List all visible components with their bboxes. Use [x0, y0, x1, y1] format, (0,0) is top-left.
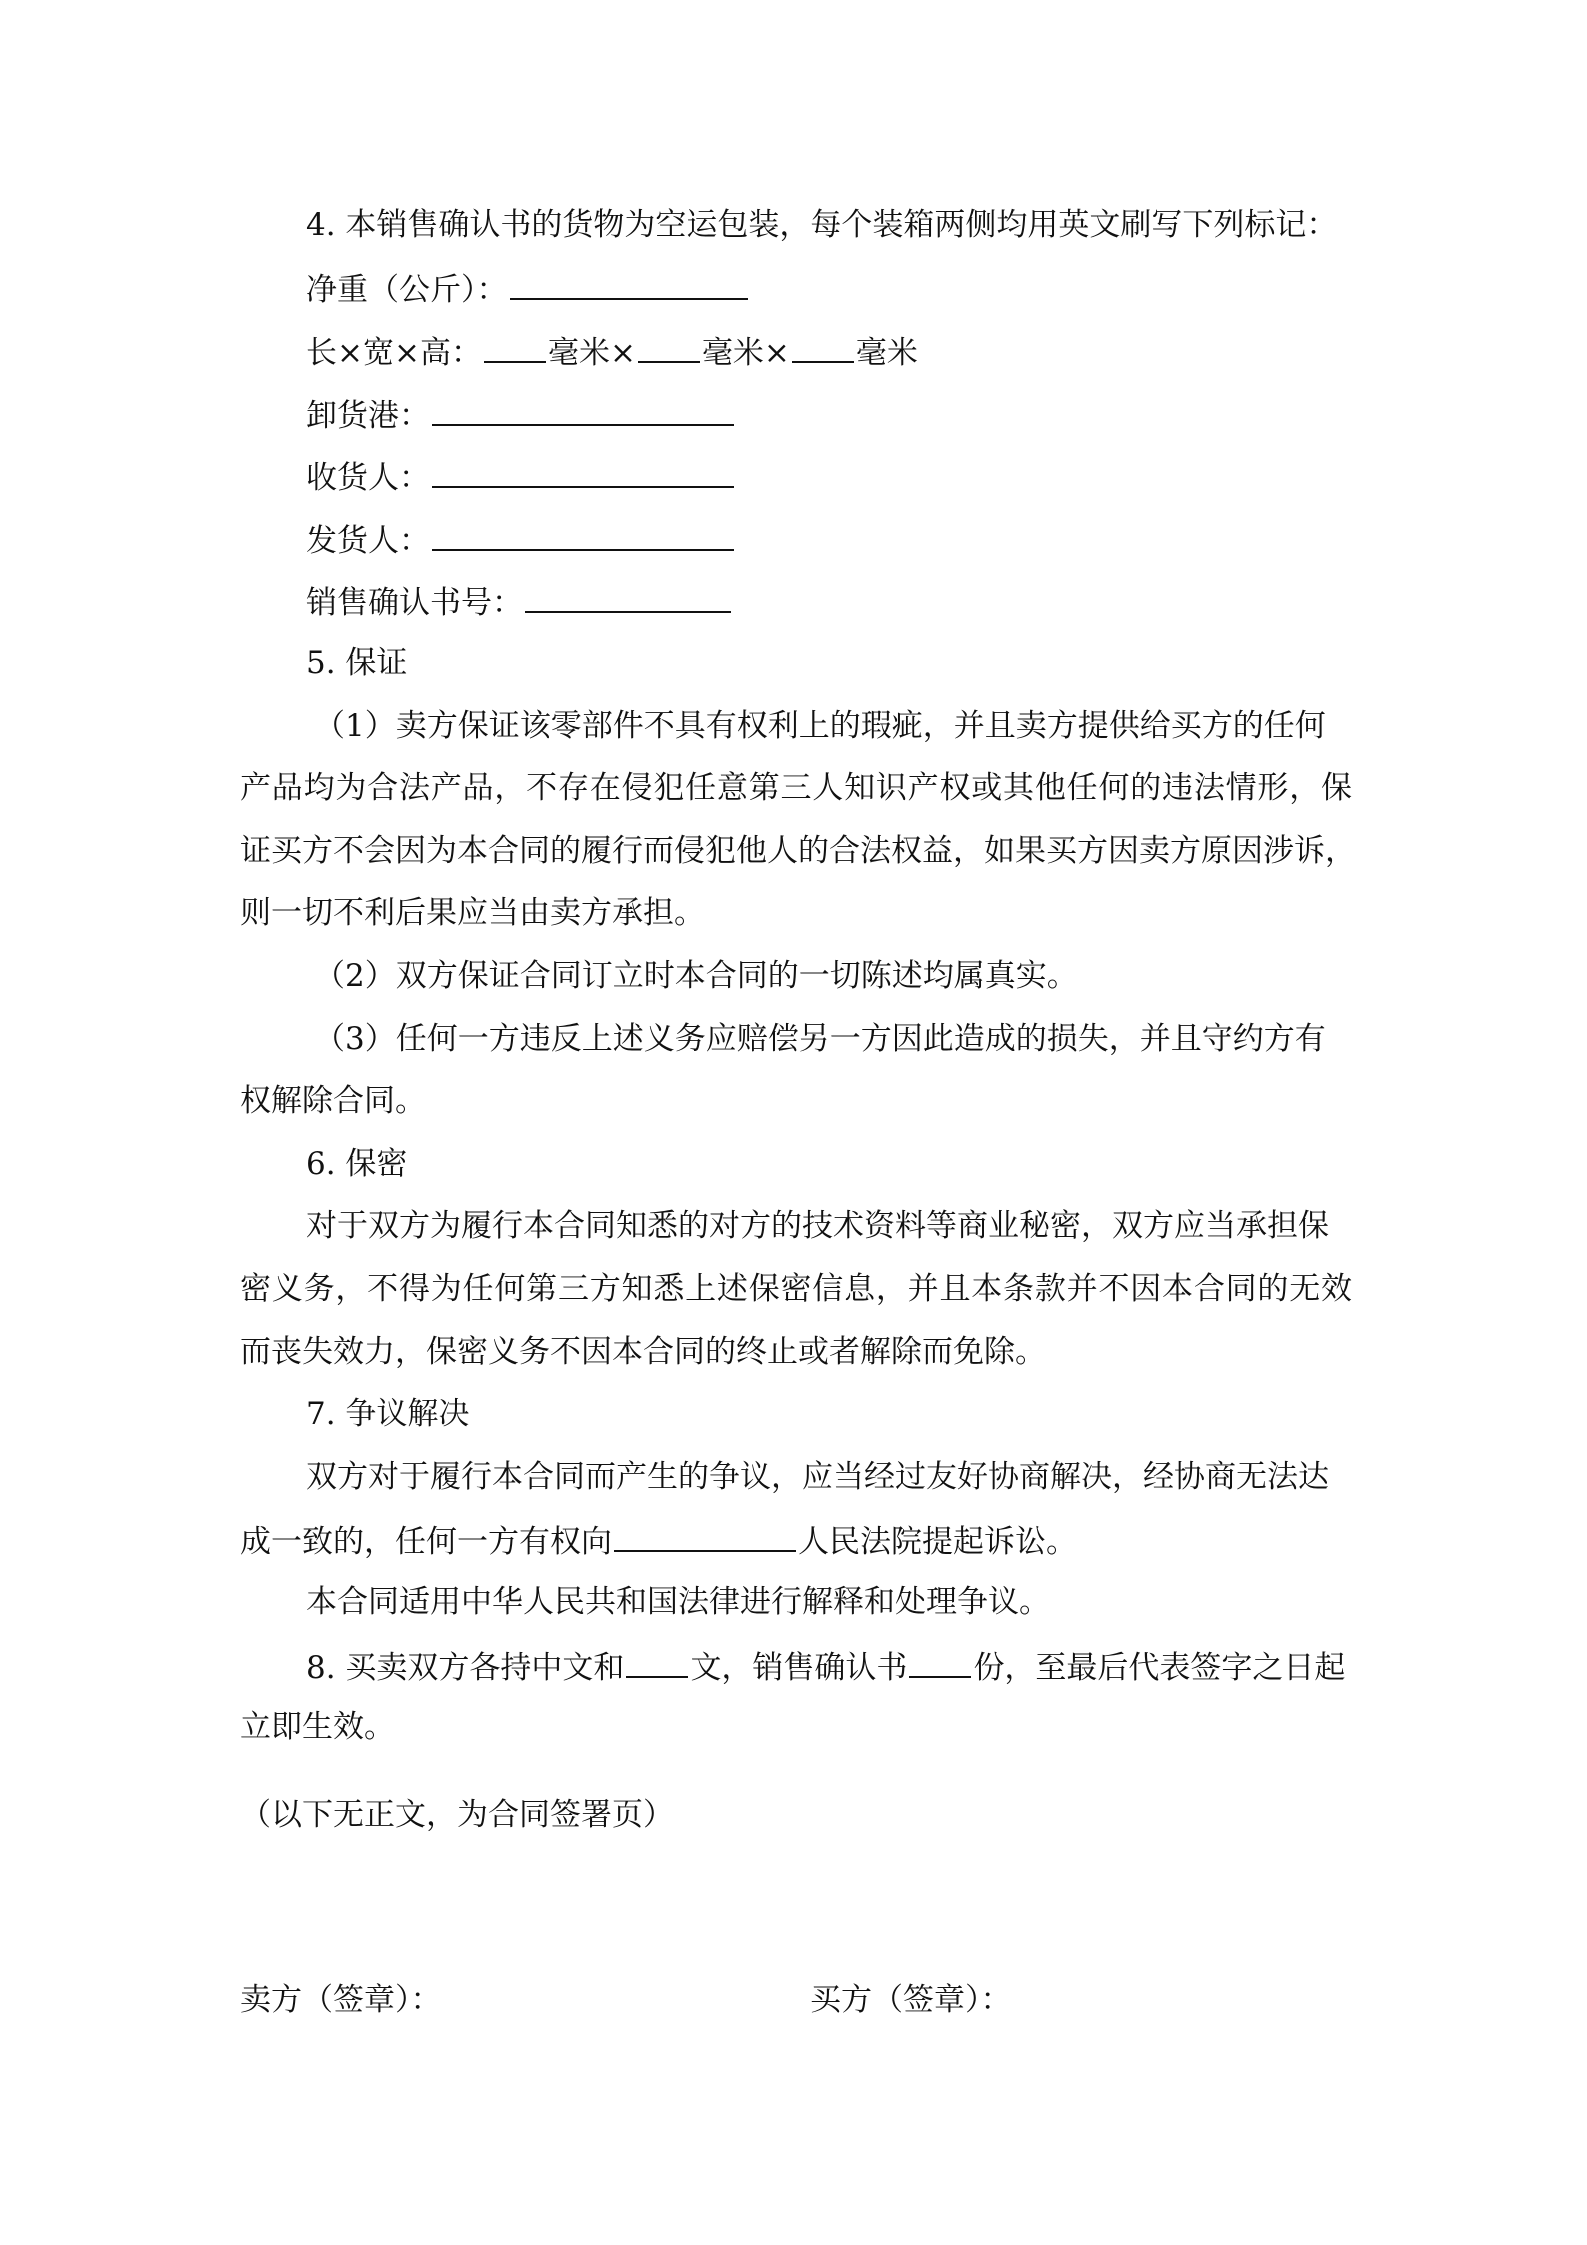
clause8-part-b: 文，销售确认书: [690, 1650, 908, 1686]
confirmation-no-blank[interactable]: [525, 585, 731, 613]
seller-signature-label: 卖方（签章）：: [240, 1982, 442, 2018]
clause5-item1-line3: 证买方不会因为本合同的履行而侵犯他人的合法权益，如果买方因卖方原因涉诉，: [240, 833, 1356, 869]
clause5-heading: 5. 保证: [306, 645, 408, 681]
clause5-item3-line1: （3）任何一方违反上述义务应赔偿另一方因此造成的损失，并且守约方有: [314, 1021, 1326, 1057]
copies-blank[interactable]: [909, 1650, 971, 1678]
net-weight-blank[interactable]: [510, 272, 748, 300]
end-note: （以下无正文，为合同签署页）: [240, 1797, 674, 1833]
clause6-line3: 而丧失效力，保密义务不因本合同的终止或者解除而免除。: [240, 1334, 1046, 1370]
port-row: [306, 398, 736, 432]
clause7-line2: [240, 1524, 1077, 1558]
shipper-blank[interactable]: [432, 523, 734, 551]
width-blank[interactable]: [638, 335, 700, 363]
clause7-line3: 本合同适用中华人民共和国法律进行解释和处理争议。: [306, 1584, 1050, 1620]
consignee-row: [306, 460, 736, 494]
port-blank[interactable]: [432, 398, 734, 426]
clause7-heading: 7. 争议解决: [306, 1396, 470, 1432]
clause4-intro: 4. 本销售确认书的货物为空运包装，每个装箱两侧均用英文刷写下列标记：: [306, 207, 1338, 243]
dimensions-unit-2: 毫米×: [701, 335, 790, 371]
dimensions-row: [306, 335, 918, 369]
consignee-label: 收货人：: [306, 460, 430, 496]
clause8-line1: [306, 1650, 1345, 1684]
clause5-item1-line2: 产品均为合法产品，不存在侵犯任意第三人知识产权或其他任何的违法情形，保: [240, 770, 1352, 806]
clause6-line2: 密义务，不得为任何第三方知悉上述保密信息，并且本条款并不因本合同的无效: [240, 1271, 1352, 1307]
clause5-item2: （2）双方保证合同订立时本合同的一切陈述均属真实。: [314, 958, 1078, 994]
language-blank[interactable]: [626, 1650, 688, 1678]
clause6-heading: 6. 保密: [306, 1146, 408, 1182]
clause8-part-c: 份，至最后代表签字之日起: [973, 1650, 1346, 1686]
clause5-item1-line1: （1）卖方保证该零部件不具有权利上的瑕疵，并且卖方提供给买方的任何: [314, 708, 1326, 744]
clause5-item1-line4: 则一切不利后果应当由卖方承担。: [240, 895, 705, 931]
dimensions-unit-1: 毫米×: [547, 335, 636, 371]
clause8-line2: 立即生效。: [240, 1709, 395, 1745]
port-label: 卸货港：: [306, 398, 430, 434]
length-blank[interactable]: [484, 335, 546, 363]
clause6-line1: 对于双方为履行本合同知悉的对方的技术资料等商业秘密，双方应当承担保: [306, 1208, 1329, 1244]
confirmation-no-row: [306, 585, 733, 619]
confirmation-no-label: 销售确认书号：: [306, 585, 523, 621]
court-blank[interactable]: [614, 1524, 796, 1552]
height-blank[interactable]: [792, 335, 854, 363]
dimensions-unit-3: 毫米: [855, 335, 918, 371]
shipper-row: [306, 523, 736, 557]
net-weight-row: [306, 272, 750, 306]
clause7-line2-before: 成一致的，任何一方有权向: [240, 1524, 612, 1560]
clause8-part-a: 8. 买卖双方各持中文和: [306, 1650, 625, 1686]
shipper-label: 发货人：: [306, 523, 430, 559]
buyer-signature-label: 买方（签章）：: [810, 1982, 1012, 2018]
net-weight-label: 净重（公斤）：: [306, 272, 508, 308]
consignee-blank[interactable]: [432, 460, 734, 488]
clause7-line2-after: 人民法院提起诉讼。: [798, 1524, 1077, 1560]
clause5-item3-line2: 权解除合同。: [240, 1083, 426, 1119]
dimensions-label: 长×宽×高：: [306, 335, 482, 371]
clause7-line1: 双方对于履行本合同而产生的争议，应当经过友好协商解决，经协商无法达: [306, 1459, 1329, 1495]
